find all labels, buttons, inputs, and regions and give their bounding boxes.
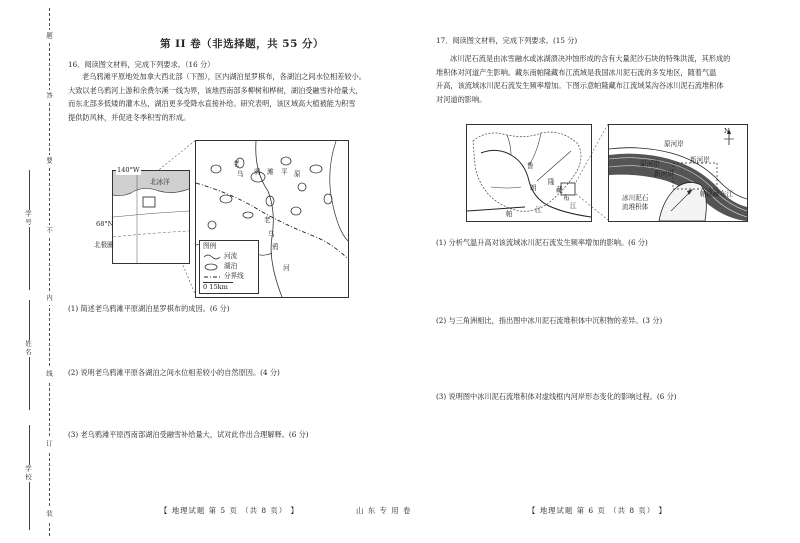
- map-legend: [199, 240, 259, 294]
- material-line: 老乌鸦滩平原地处加拿大西北部（下图），区内湖泊星罗棋布，各湖泊之间水位相差较小。: [82, 72, 366, 81]
- seal-char: 线: [45, 370, 53, 379]
- river-name-label: 帕隆藏布江: [700, 190, 733, 198]
- map-label: 鸦: [254, 168, 261, 176]
- map-label: 乌: [268, 230, 275, 238]
- legend-river: 河流: [224, 252, 238, 260]
- question-16-part-2: (2) 说明老乌鸦滩平原各湖泊之间水位相差较小的自然原因。(4 分): [68, 368, 280, 377]
- old-bank-label: 原河岸: [664, 140, 684, 148]
- debris-deposit-label-2: 流堆积体: [622, 203, 649, 211]
- legend-lake: 湖泊: [224, 262, 238, 270]
- seal-char: 订: [45, 440, 53, 449]
- river-label: 藏: [556, 186, 563, 194]
- zoom-connector: [574, 122, 610, 222]
- material-line: 大致以老乌鸦河上游和余费尔溪一线为界，该地西南部多柳树和桦树，湖泊受融雪补给量大，: [68, 85, 363, 95]
- material-line: 对河道的影响。: [436, 94, 487, 104]
- river-label-jiang: 江: [535, 206, 542, 214]
- legend-title: 图例: [203, 242, 217, 250]
- river-label: 布: [563, 194, 570, 202]
- river-label-lu: 鲁: [527, 162, 534, 170]
- student-id-label: 学号: [24, 210, 32, 227]
- map-label: 老: [264, 216, 271, 224]
- map-label: 鸦: [272, 243, 279, 251]
- seal-line: [49, 8, 50, 536]
- map-label: 原: [294, 170, 301, 178]
- question-16-part-3: (3) 老乌鸦滩平原西南部湖泊受融雪补给量大，试对此作出合理解释。(6 分): [68, 430, 309, 439]
- seal-char: 装: [45, 510, 53, 519]
- school-label: 学校: [24, 465, 32, 482]
- seal-char: 题: [45, 32, 53, 41]
- new-bank-label-2: 新河岸: [654, 170, 674, 178]
- question-16-material: [68, 70, 398, 124]
- question-17-part-1: (1) 分析气温升高对该流域冰川泥石流发生频率增加的影响。(6 分): [436, 238, 648, 247]
- new-bank-label: 新河岸: [690, 156, 710, 164]
- question-17-part-3: (3) 说明图中冰川泥石流堆积体对虚线框内河岸形态变化的影响过程。(6 分): [436, 392, 677, 401]
- material-line: 堆积体对河道产生影响。藏东南帕隆藏布江流域是我国冰川泥石流的多发地区，随着气温: [436, 67, 717, 77]
- legend-divide: 分界线: [224, 272, 244, 280]
- inset-arctic-label: 北极圈: [94, 241, 114, 249]
- river-label-lang: 朗: [530, 184, 537, 192]
- material-line: 提供防风林，并促进冬季积雪的形成。: [68, 112, 191, 122]
- student-id-line: [29, 170, 30, 290]
- footer-center: 山 东 专 用 卷: [356, 506, 412, 515]
- question-16-part-1: (1) 简述老乌鸦滩平原湖泊星罗棋布的成因。(6 分): [68, 304, 230, 313]
- map-label: 乌: [237, 170, 244, 178]
- inset-lat-label: 68°N: [96, 220, 114, 228]
- binding-margin: [0, 0, 60, 543]
- map-label: 平: [281, 168, 288, 176]
- name-label: 姓名: [24, 340, 32, 357]
- map-label: 河: [283, 264, 290, 272]
- footer-left-page: 【 地理试题 第 5 页 （共 8 页） 】: [160, 506, 299, 515]
- old-bank-label-2: 原河岸: [640, 160, 660, 168]
- question-17-material: [436, 52, 776, 106]
- seal-char: 答: [45, 92, 53, 101]
- question-17-header: 17．阅读图文材料，完成下列要求。(15 分): [436, 36, 578, 45]
- question-17-part-2: (2) 与三角洲相比，指出图中冰川泥石流堆积体中沉积物的差异。(3 分): [436, 316, 663, 325]
- river-label: 隆: [548, 178, 555, 186]
- river-label-pa: 帕: [506, 210, 513, 218]
- inset-sea-label: 北冰洋: [150, 178, 170, 186]
- map-label: 老: [233, 160, 240, 168]
- footer-right-page: 【 地理试题 第 6 页 （共 8 页） 】: [528, 506, 667, 515]
- inset-lon-label: 140°W: [117, 166, 140, 174]
- north-label: N: [724, 127, 730, 135]
- map-label: 滩: [267, 168, 274, 176]
- seal-char: 不: [45, 227, 53, 236]
- material-line: 冰川泥石流是由冰雪融水或冰湖溃决冲蚀形成的含有大量泥沙石块的特殊洪流，其形成的: [450, 54, 731, 63]
- river-label: 江: [570, 202, 577, 210]
- scale-bar-label: 0 15km: [203, 282, 233, 292]
- section-title: 第 II 卷（非选择题，共 55 分）: [160, 38, 325, 50]
- seal-char: 要: [45, 157, 53, 166]
- material-line: 升高，该流域冰川泥石流发生频率增加。下图示意帕隆藏布江流域某沟谷冰川泥石流堆积体: [436, 81, 724, 91]
- seal-char: 内: [45, 294, 53, 303]
- material-line: 而东北部多低矮的灌木丛，湖泊更多受降水直接补给。研究表明，该区域高大植被能为积雪: [68, 99, 356, 109]
- debris-deposit-label-1: 冰川泥石: [622, 194, 649, 202]
- question-16-header: 16．阅读图文材料，完成下列要求。（16 分）: [68, 60, 215, 69]
